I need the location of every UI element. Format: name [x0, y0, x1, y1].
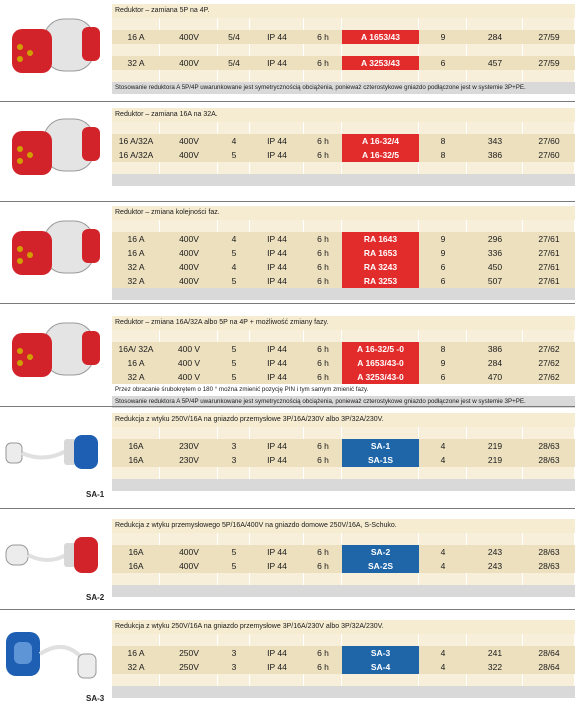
product-code: SA-2S	[342, 559, 419, 573]
product-code: RA 1643	[342, 232, 419, 246]
red-adapter-image	[4, 4, 104, 100]
product-table-1	[112, 4, 575, 94]
product-section-1	[0, 0, 575, 101]
section-note: Stosowanie reduktora A 5P/4P uwarunkowane jest symetrycznością obciążenia, ponieważ czterostykowe gniazdo podłączone jest w systemie 3P+PE.	[112, 82, 575, 94]
product-section-sa2	[0, 509, 575, 608]
section-title: Reduktor – zamiana 16A na 32A.	[112, 108, 575, 122]
table-row: 16A 230V 3 IP 44 6 h SA-1S 4 219 28/63	[112, 453, 575, 467]
product-table-4	[112, 316, 575, 408]
red-adapter-image	[4, 106, 104, 202]
model-label: SA-3	[86, 694, 105, 703]
table-row: 16A/ 32A 400 V 5 IP 44 6 h A 16-32/5 -0 8 386 27/62	[112, 342, 575, 356]
product-table-sa1	[112, 413, 575, 491]
table-row: 32 A 400V 5 IP 44 6 h RA 3253 6 507 27/61	[112, 274, 575, 288]
product-section-sa3	[0, 610, 575, 706]
product-table-sa2	[112, 519, 575, 597]
table-row: 16 A 250V 3 IP 44 6 h SA-3 4 241 28/64	[112, 646, 575, 660]
product-code: A 3253/43	[342, 56, 419, 70]
product-code: SA-2	[342, 545, 419, 559]
product-code: SA-1	[342, 439, 419, 453]
product-code: A 16-32/5	[342, 148, 419, 162]
product-code: A 16-32/4	[342, 134, 419, 148]
red-adapter-image	[4, 308, 104, 404]
product-code: SA-4	[342, 660, 419, 674]
table-row: 16 A 400V 5/4 IP 44 6 h A 1653/43 9 284 27/59	[112, 30, 575, 44]
product-section-2	[0, 102, 575, 200]
product-section-3	[0, 202, 575, 300]
table-row: 16 A/32A 400V 5 IP 44 6 h A 16-32/5 8 386 27/60	[112, 148, 575, 162]
model-label: SA-1	[86, 490, 105, 499]
table-row: 16A 400V 5 IP 44 6 h SA-2S 4 243 28/63	[112, 559, 575, 573]
table-row: 16A 230V 3 IP 44 6 h SA-1 4 219 28/63	[112, 439, 575, 453]
product-code: SA-3	[342, 646, 419, 660]
table-row: 32 A 400V 4 IP 44 6 h RA 3243 6 450 27/61	[112, 260, 575, 274]
section-note-2: Stosowanie reduktora A 5P/4P uwarunkowane jest symetrycznością obciążenia, ponieważ czterostykowe gniazdo podłączone jest w systemie 3P+PE.	[112, 396, 575, 408]
product-section-4	[0, 304, 575, 405]
red-adapter-image	[4, 204, 104, 300]
table-row: 16 A/32A 400V 4 IP 44 6 h A 16-32/4 8 343 27/60	[112, 134, 575, 148]
section-title: Reduktor – zamiana 5P na 4P.	[112, 4, 575, 18]
section-title: Redukcja z wtyku przemysłowego 5P/16A/400V na gniazdo domowe 250V/16A, S-Schuko.	[112, 519, 575, 533]
product-code: A 1653/43-0	[342, 356, 419, 370]
product-code: RA 1653	[342, 246, 419, 260]
section-title: Reduktor – zmiana 16A/32A albo 5P na 4P + możliwość zmiany fazy.	[112, 316, 575, 330]
section-title: Redukcja z wtyku 250V/16A na gniazdo przemysłowe 3P/16A/230V albo 3P/32A/230V.	[112, 620, 575, 634]
product-code: RA 3253	[342, 274, 419, 288]
table-row: 16A 400V 5 IP 44 6 h SA-2 4 243 28/63	[112, 545, 575, 559]
red-schuko-adapter-image	[4, 529, 104, 589]
product-table-2	[112, 108, 575, 186]
product-code: RA 3243	[342, 260, 419, 274]
product-code: A 3253/43-0	[342, 370, 419, 384]
blue-socket-adapter-image	[4, 624, 104, 690]
table-row: 16 A 400V 5 IP 44 6 h RA 1653 9 336 27/61	[112, 246, 575, 260]
table-row: 32 A 400 V 5 IP 44 6 h A 3253/43-0 6 470 27/62	[112, 370, 575, 384]
table-row: 32 A 400V 5/4 IP 44 6 h A 3253/43 6 457 27/59	[112, 56, 575, 70]
product-code: A 1653/43	[342, 30, 419, 44]
section-title: Reduktor – zmiana kolejności faz.	[112, 206, 575, 220]
product-section-sa1	[0, 407, 575, 507]
model-label: SA-2	[86, 593, 105, 602]
product-code: SA-1S	[342, 453, 419, 467]
product-table-sa3	[112, 620, 575, 698]
blue-adapter-image	[4, 427, 104, 487]
table-row: 32 A 250V 3 IP 44 6 h SA-4 4 322 28/64	[112, 660, 575, 674]
product-code: A 16-32/5 -0	[342, 342, 419, 356]
table-row: 16 A 400 V 5 IP 44 6 h A 1653/43-0 9 284 27/62	[112, 356, 575, 370]
product-table-3	[112, 206, 575, 300]
section-note: Przez obracanie śrubokrętem o 180 ° można zmienić pozycję PIN i tym samym zmienić fazy.	[115, 386, 369, 393]
section-title: Redukcja z wtyku 250V/16A na gniazdo przemysłowe 3P/16A/230V albo 3P/32A/230V.	[112, 413, 575, 427]
table-row: 16 A 400V 4 IP 44 6 h RA 1643 9 296 27/61	[112, 232, 575, 246]
